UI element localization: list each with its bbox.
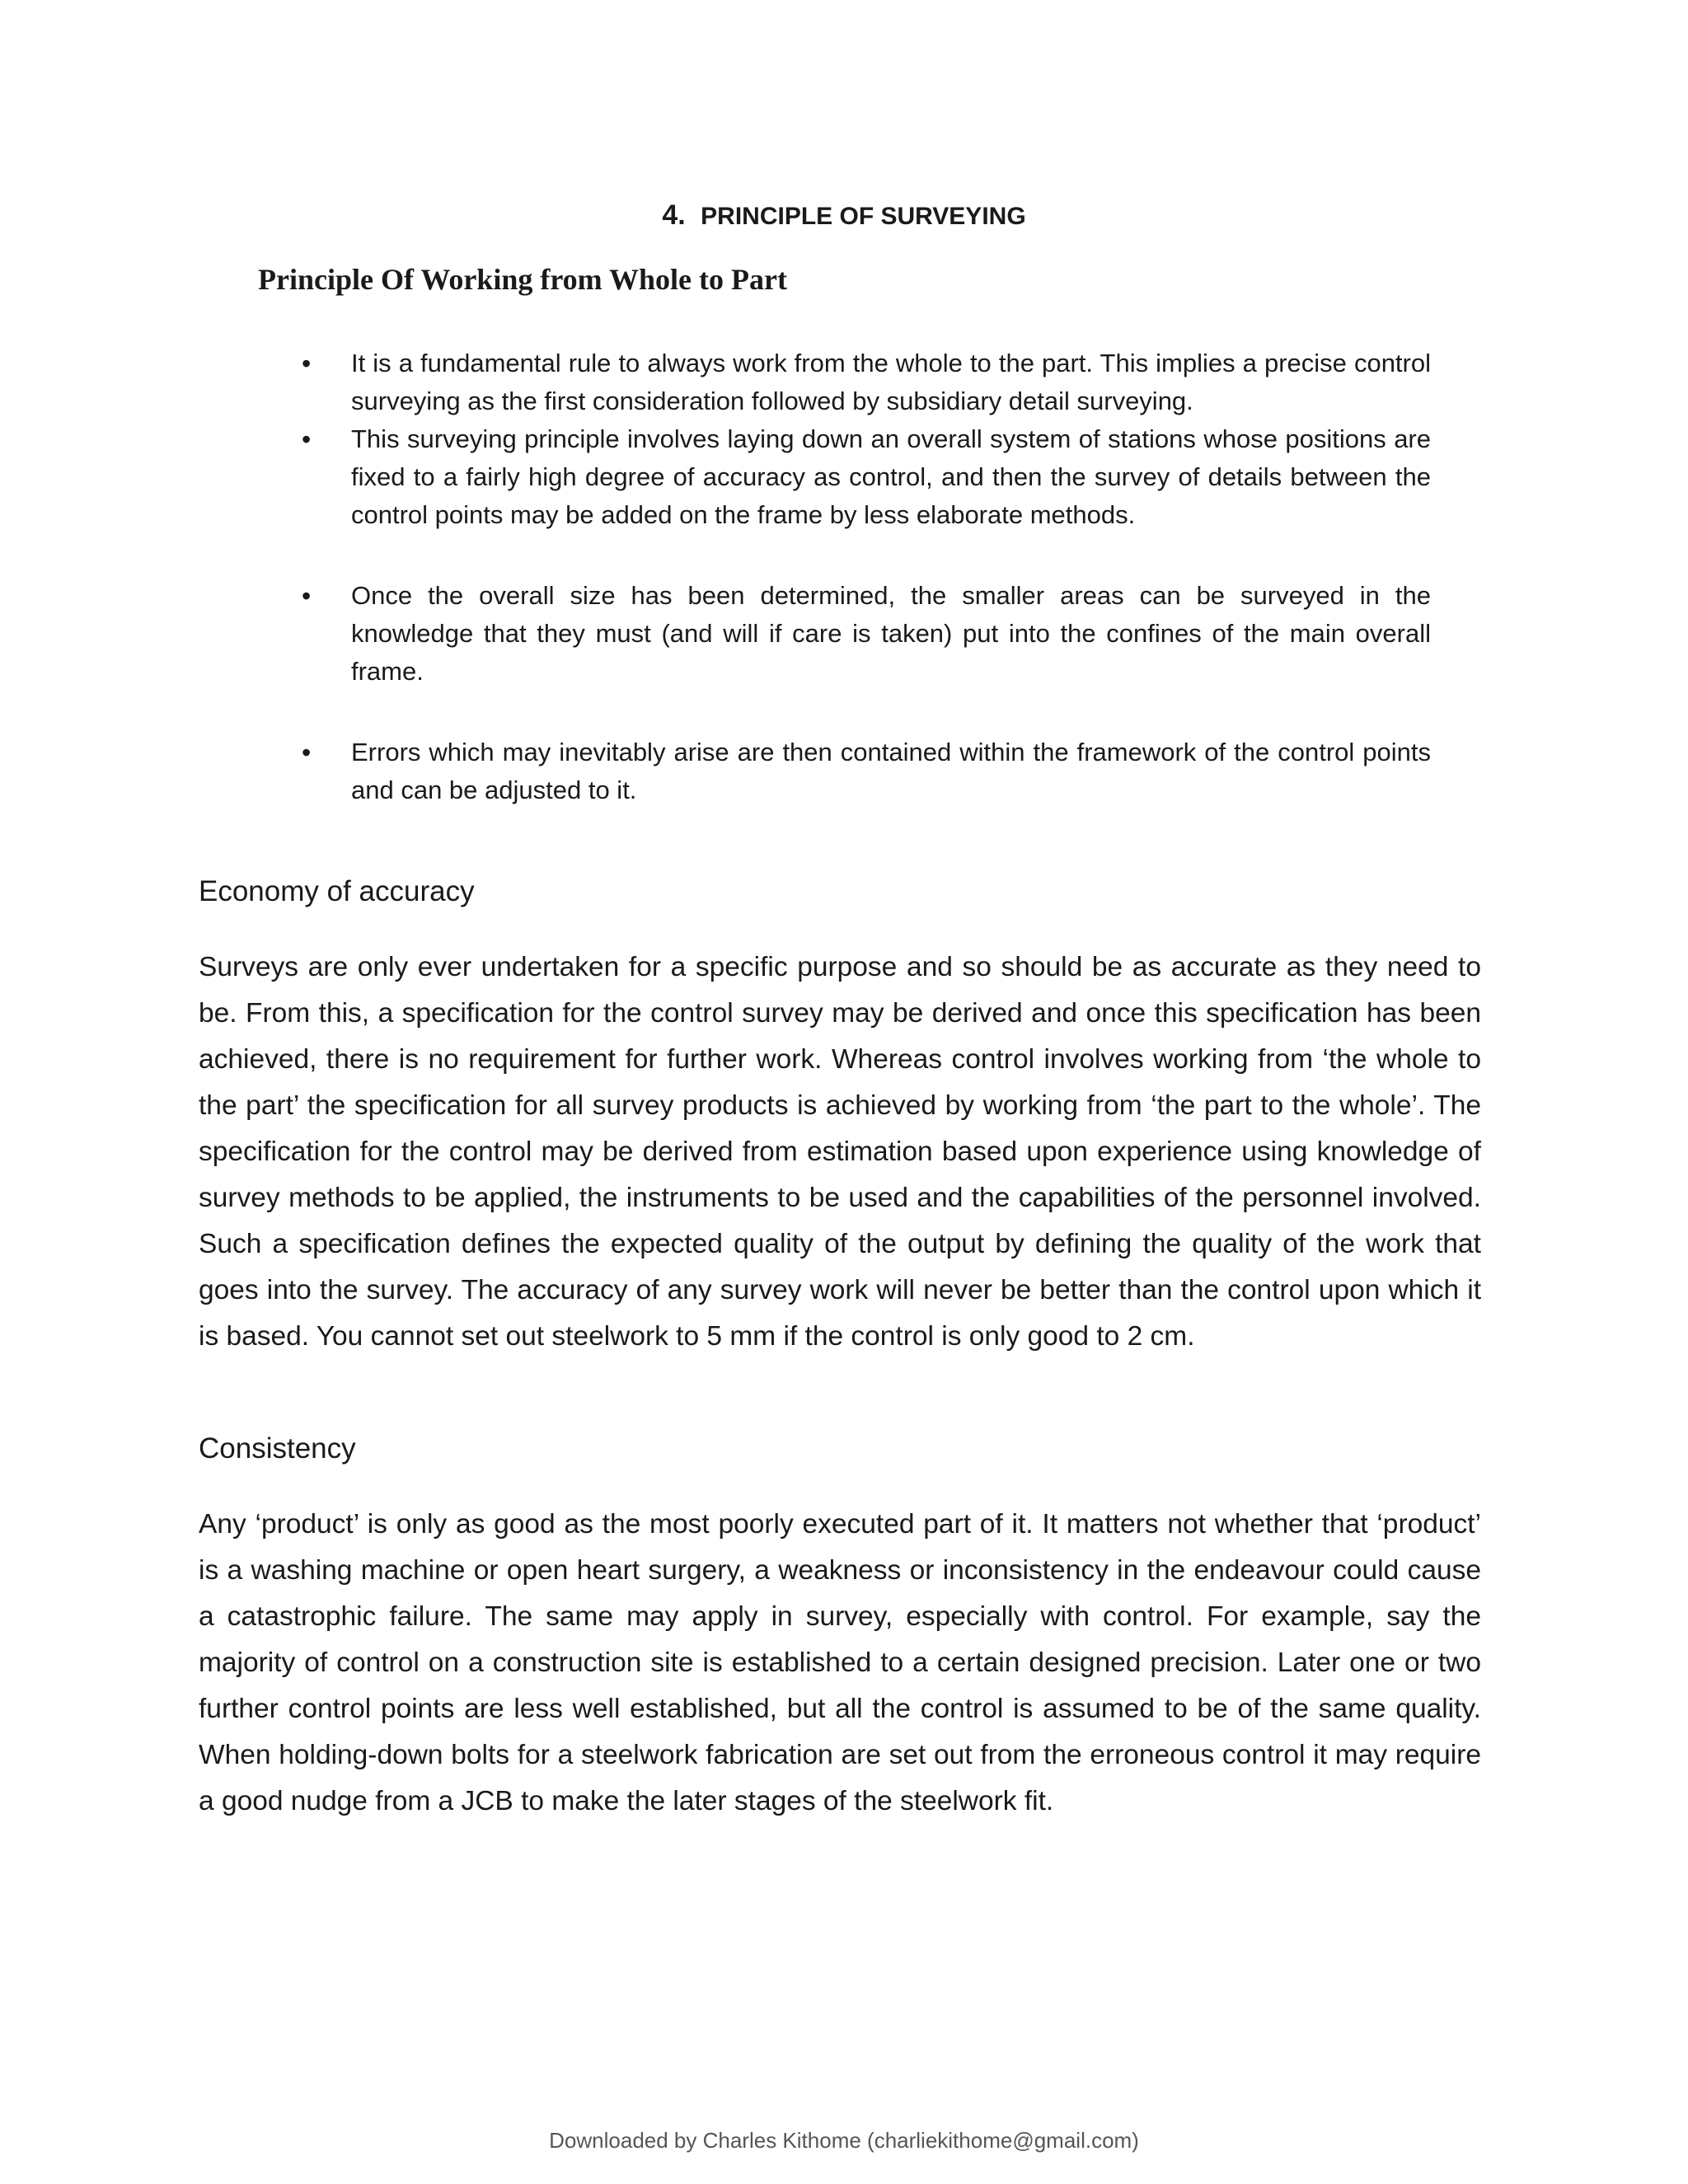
bullet-icon: • [302, 349, 312, 378]
bullet-text: Once the overall size has been determined, the smaller areas can be surveyed in the knowledge that they must (and will if care is taken) put into the confines of the main overall frame. [351, 581, 1431, 686]
bullet-item [302, 733, 1431, 809]
consistency-paragraph: Any ‘product’ is only as good as the most poorly executed part of it. It matters not whether that ‘product’ is a washing machine or open heart surgery, a weakness or inconsistency in the endeavour could cause a catastrophic failure. The same may apply in survey, especially with control. For example, say the majority of control on a construction site is established to a certain designed precision. Later one or two further control points are less well established, but all the control is assumed to be of the same quality. When holding-down bolts for a steelwork fabrication are set out from the erroneous control it may require a good nudge from a JCB to make the later stages of the steelwork fit. [199, 1509, 1481, 1816]
chapter-number: 4. [662, 199, 686, 231]
bullet-item [302, 577, 1431, 691]
economy-paragraph: Surveys are only ever undertaken for a specific purpose and so should be as accurate as they need to be. From this, a specification for the control survey may be derived and once this specification has been achieved, there is no requirement for further work. Whereas control involves working from ‘the whole to the part’ the specification for all survey products is achieved by working from ‘the part to the whole’. The specification for the control may be derived from estimation based upon experience using knowledge of survey methods to be applied, the instruments to be used and the capabilities of the personnel involved. Such a specification defines the expected quality of the output by defining the quality of the work that goes into the survey. The accuracy of any survey work will never be better than the control upon which it is based. You cannot set out steelwork to 5 mm if the control is only good to 2 cm. [199, 952, 1481, 1352]
download-footer: Downloaded by Charles Kithome (charliekithome@gmail.com) [549, 2128, 1139, 2153]
principle-heading: Principle Of Working from Whole to Part [258, 263, 787, 296]
bullet-text: Errors which may inevitably arise are then contained within the framework of the control points and can be adjusted to it. [351, 738, 1431, 804]
economy-heading: Economy of accuracy [199, 875, 475, 907]
consistency-heading: Consistency [199, 1432, 356, 1465]
bullet-item [302, 344, 1431, 420]
bullet-text: This surveying principle involves laying down an overall system of stations whose positions are fixed to a fairly high degree of accuracy as control, and then the survey of details between the control points may be added on the frame by less elaborate methods. [351, 424, 1431, 529]
bullet-icon: • [302, 424, 312, 454]
bullet-item [302, 420, 1431, 534]
bullet-icon: • [302, 581, 312, 611]
principle-bullet-list [302, 344, 1431, 809]
bullet-icon: • [302, 738, 312, 767]
bullet-text: It is a fundamental rule to always work from the whole to the part. This implies a precise control surveying as the first consideration followed by subsidiary detail surveying. [351, 349, 1431, 415]
chapter-heading [0, 199, 1688, 232]
chapter-title: PRINCIPLE OF SURVEYING [701, 203, 1026, 230]
